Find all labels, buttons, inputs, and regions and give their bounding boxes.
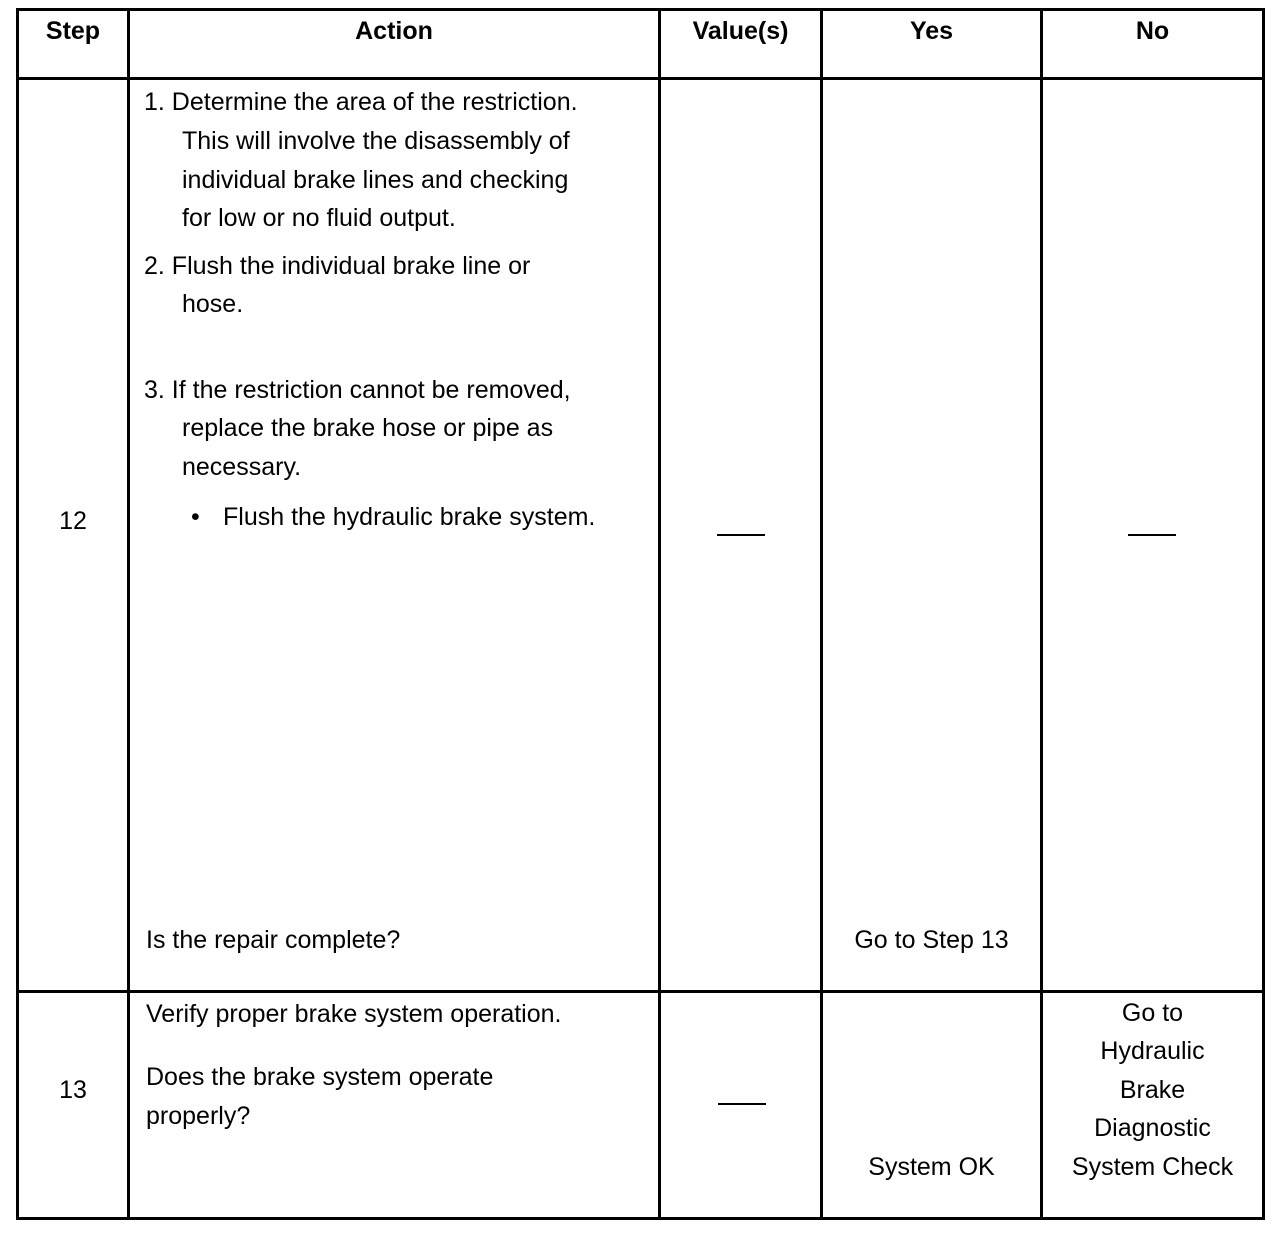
value-dash <box>717 534 765 536</box>
step-number: 12 <box>59 507 87 535</box>
action-line: 2. Flush the individual brake line or <box>144 252 531 280</box>
header-divider <box>16 77 1265 80</box>
column-divider <box>820 8 823 1220</box>
no-result-line: System Check <box>1071 1153 1234 1181</box>
action-line: This will involve the disassembly of <box>182 127 570 155</box>
no-result-line: Go to <box>1121 999 1184 1027</box>
header-no: No <box>1135 17 1170 45</box>
bullet-icon: • <box>191 503 200 531</box>
column-divider <box>658 8 661 1220</box>
action-line: individual brake lines and checking <box>182 166 569 194</box>
header-step: Step <box>45 17 101 45</box>
action-line: Verify proper brake system operation. <box>146 1000 562 1028</box>
no-result-line: Brake <box>1119 1076 1186 1104</box>
no-result-line: Diagnostic <box>1094 1114 1211 1142</box>
value-dash <box>718 1103 766 1105</box>
action-question: Is the repair complete? <box>146 926 401 954</box>
action-line: 3. If the restriction cannot be removed, <box>144 376 571 404</box>
no-dash <box>1128 534 1176 536</box>
header-values: Value(s) <box>692 17 789 45</box>
action-line: replace the brake hose or pipe as <box>182 414 554 442</box>
action-line: Flush the hydraulic brake system. <box>223 503 596 531</box>
yes-result: Go to Step 13 <box>854 926 1009 954</box>
header-action: Action <box>355 17 433 45</box>
action-question: properly? <box>146 1102 251 1130</box>
action-line: necessary. <box>182 453 302 481</box>
action-line: 1. Determine the area of the restriction. <box>144 88 578 116</box>
action-line: for low or no fluid output. <box>182 204 456 232</box>
no-result-line: Hydraulic <box>1100 1037 1205 1065</box>
column-divider <box>127 8 130 1220</box>
header-yes: Yes <box>909 17 954 45</box>
yes-result: System OK <box>868 1153 995 1181</box>
action-line: hose. <box>182 290 244 318</box>
step-number: 13 <box>59 1076 87 1104</box>
row-divider <box>16 990 1265 993</box>
action-question: Does the brake system operate <box>146 1063 494 1091</box>
